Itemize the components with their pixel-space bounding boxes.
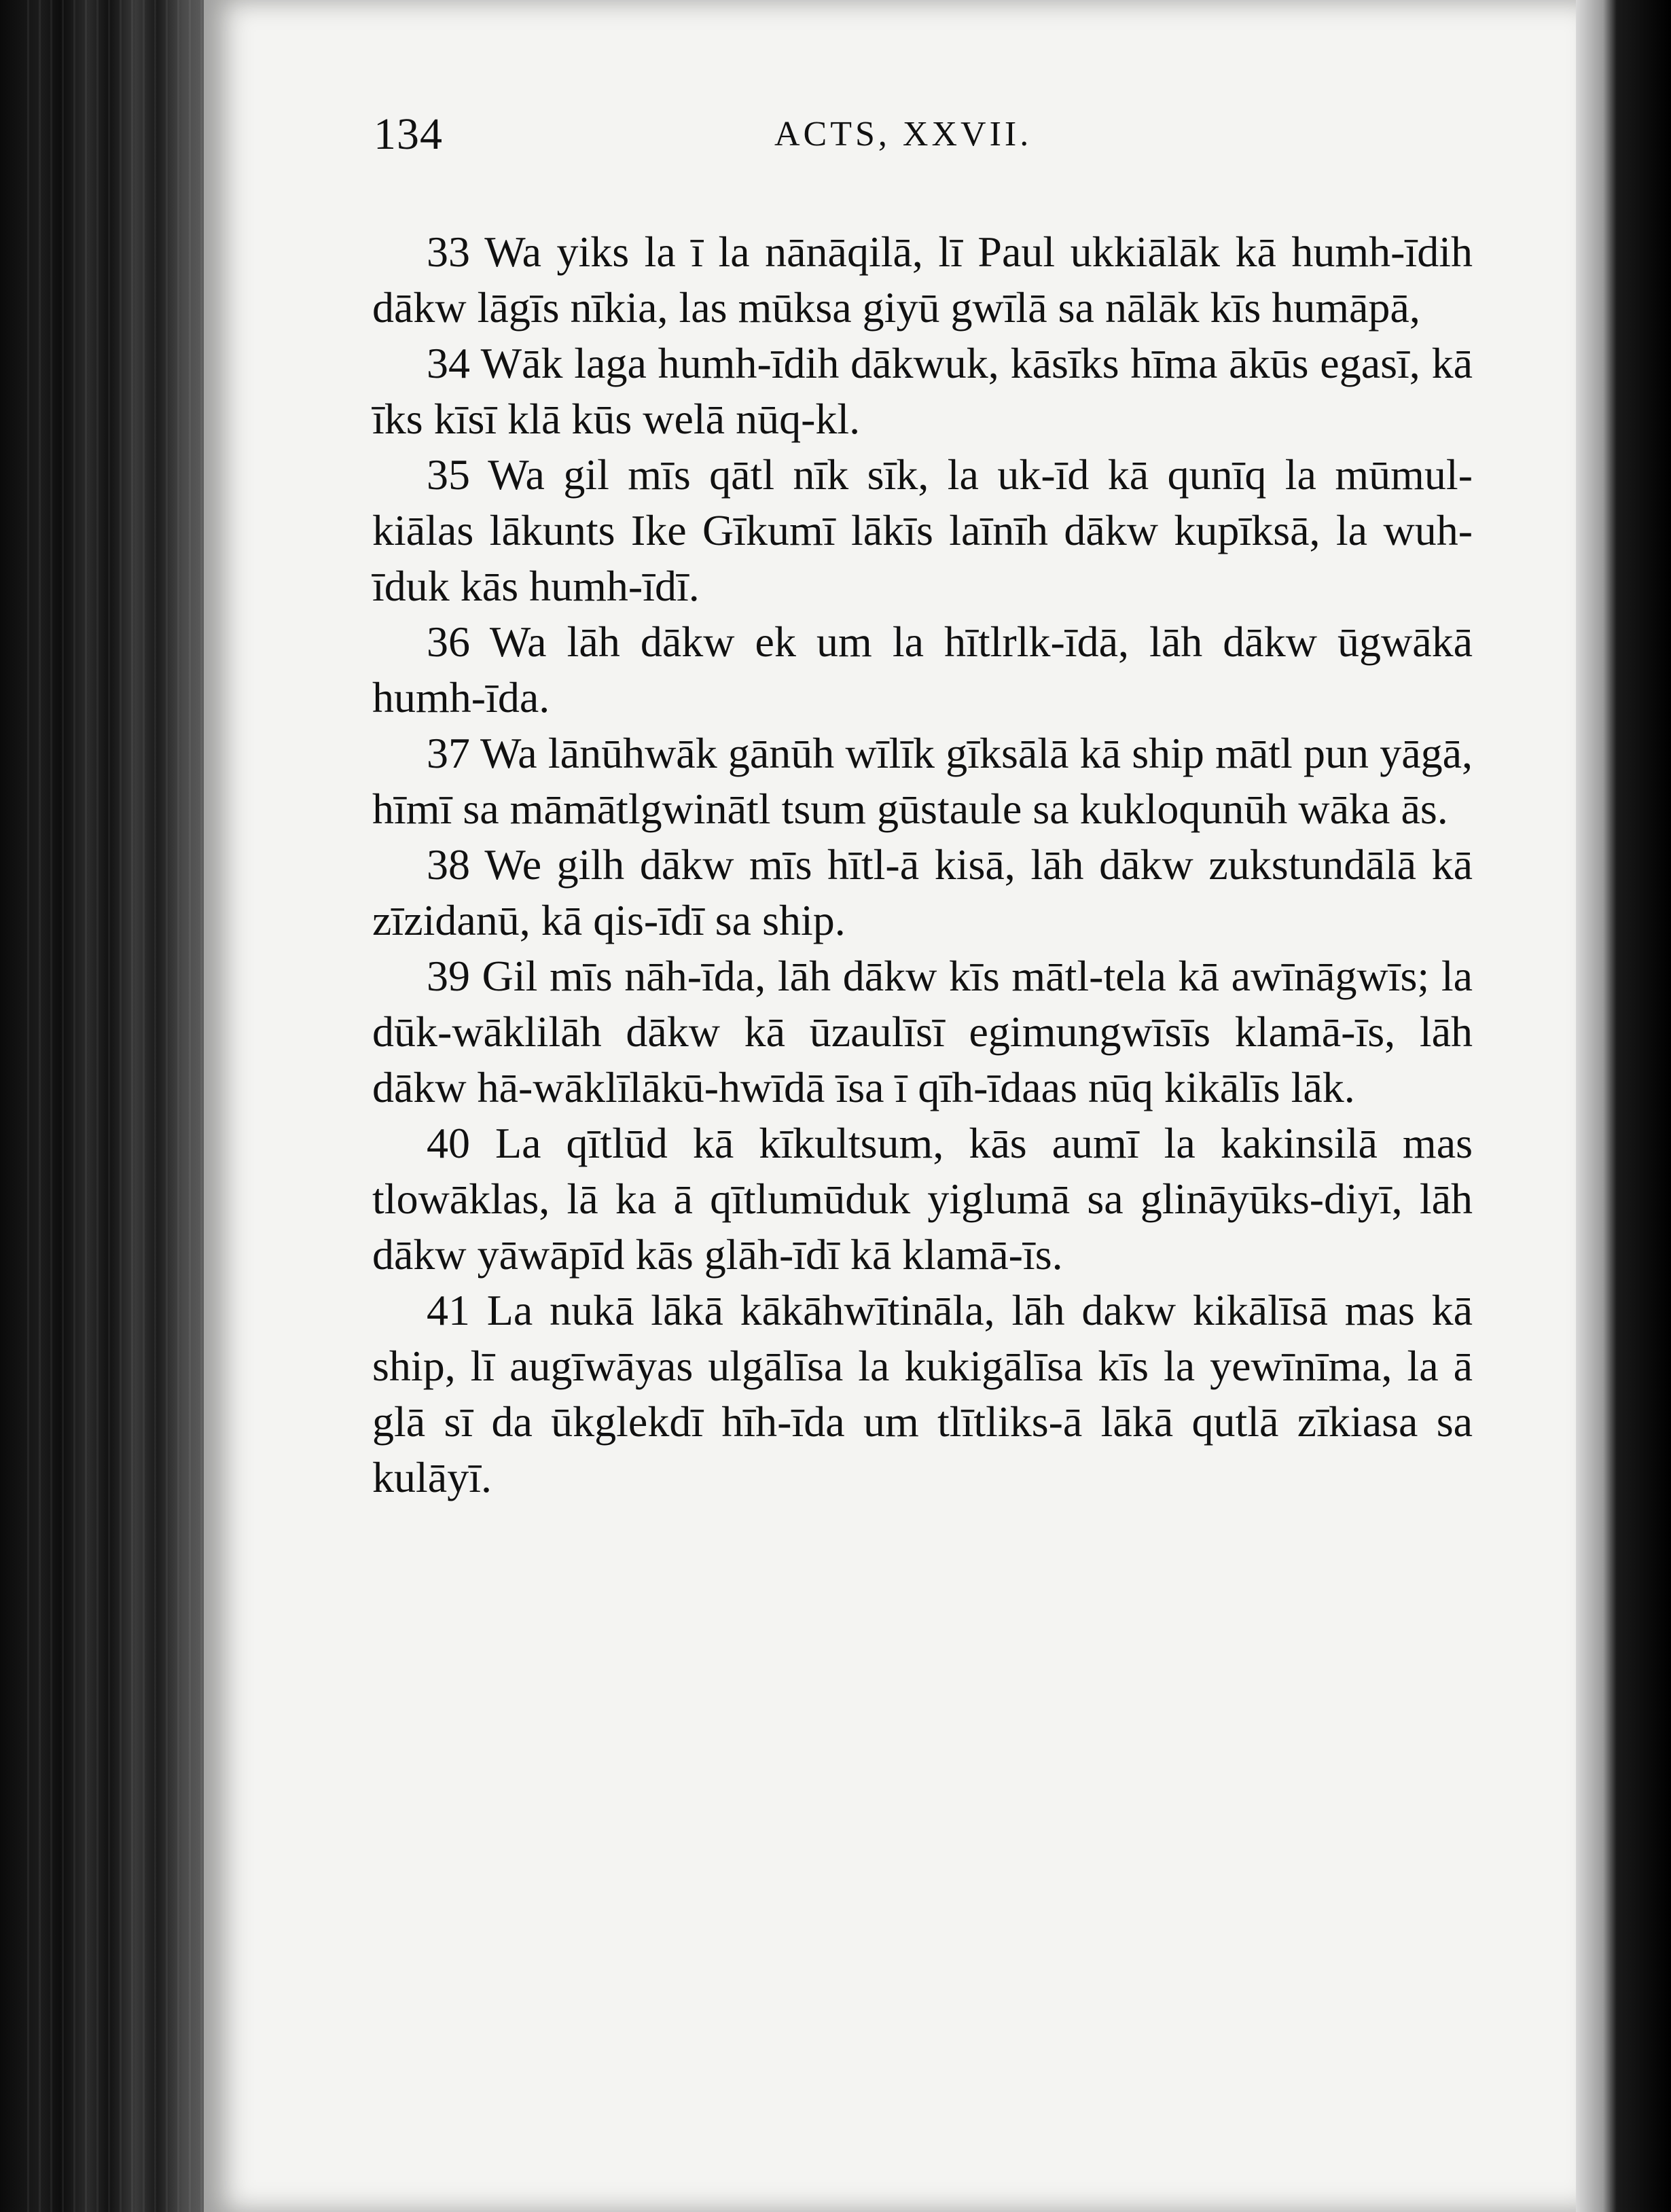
verse-36: 36 Wa lāh dākw ek um la hītlrlk-īdā, lāh dākw ūgwākā humh-īda. bbox=[372, 618, 1473, 721]
binding-texture bbox=[27, 0, 204, 2212]
page-header bbox=[374, 109, 1481, 170]
body-text bbox=[372, 224, 1473, 1505]
verse-40: 40 La qītlūd kā kīkultsum, kās aumī la kakinsilā mas tlowāklas, lā ka ā qītlumūduk yiglumā sa glināyūks-diyī, lāh dākw yāwāpīd kās glāh-īdī kā klamā-īs. bbox=[372, 1119, 1473, 1279]
verse-37: 37 Wa lānūhwāk gānūh wīlīk gīksālā kā ship mātl pun yāgā, hīmī sa māmātlgwinātl tsum gūstaule sa kukloqunūh wāka ās. bbox=[372, 729, 1473, 833]
verse-35: 35 Wa gil mīs qātl nīk sīk, la uk-īd kā qunīq la mūmul-kiālas lākunts Ike Gīkumī lākīs laīnīh dākw kupīksā, la wuh-īduk kās humh-īdī. bbox=[372, 450, 1473, 610]
page-number: 134 bbox=[374, 109, 443, 159]
verse-39: 39 Gil mīs nāh-īda, lāh dākw kīs mātl-tela kā awīnāgwīs; la dūk-wāklilāh dākw kā ūzaulīsī egimungwīsīs klamā-īs, lāh dākw hā-wāklīlākū-hwīdā īsa ī qīh-īdaas nūq kikālīs lāk. bbox=[372, 952, 1473, 1111]
verse-33: 33 Wa yiks la ī la nānāqilā, lī Paul ukkiālāk kā humh-īdih dākw lāgīs nīkia, las mūksa giyū gwīlā sa nālāk kīs humāpā, bbox=[372, 228, 1473, 332]
running-head: ACTS, XXVII. bbox=[774, 115, 1032, 154]
verse-38: 38 We gilh dākw mīs hītl-ā kisā, lāh dākw zukstundālā kā zīzidanū, kā qis-īdī sa ship. bbox=[372, 840, 1473, 944]
verse-41: 41 La nukā lākā kākāhwītināla, lāh dakw kikālīsā mas kā ship, lī augīwāyas ulgālīsa la kukigālīsa kīs la yewīnīma, la ā glā sī da ūkglekdī hīh-īda um tlītliks-ā lākā qutlā zīkiasa sa kulāyī. bbox=[372, 1286, 1473, 1501]
verse-34: 34 Wāk laga humh-īdih dākwuk, kāsīks hīma ākūs egasī, kā īks kīsī klā kūs welā nūq-kl. bbox=[372, 339, 1473, 443]
page-right-edge bbox=[1576, 0, 1671, 2212]
